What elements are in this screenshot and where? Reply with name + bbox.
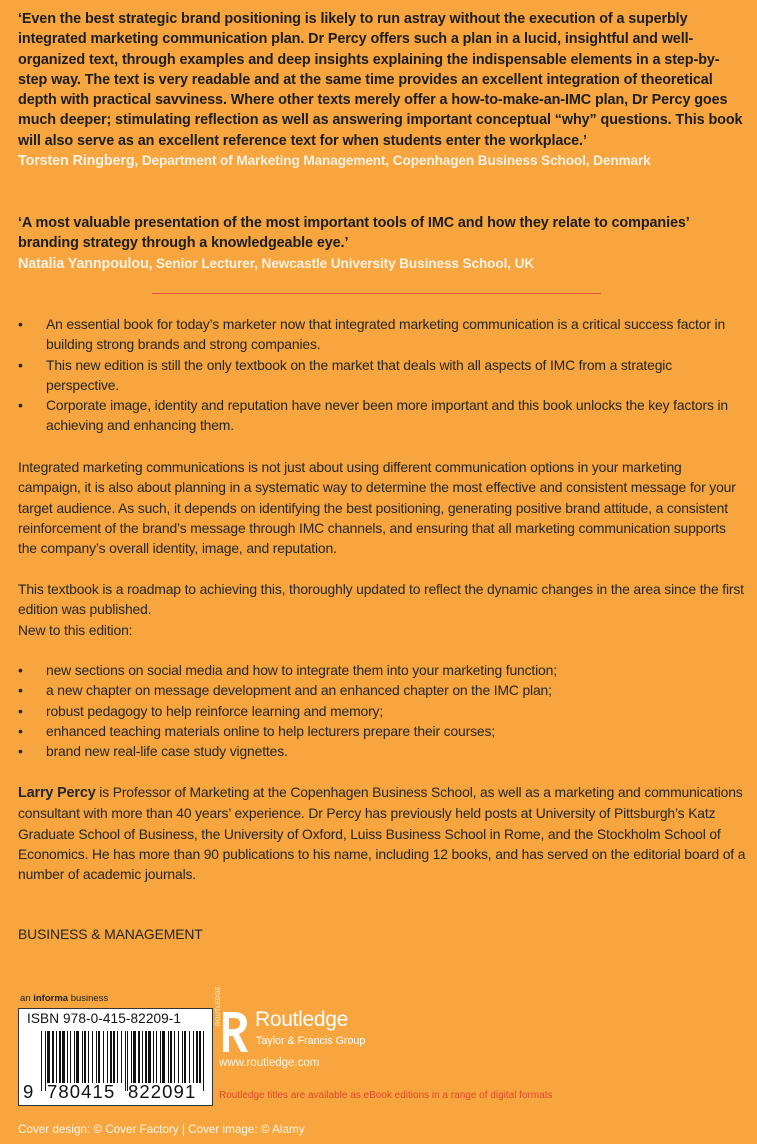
divider-rule (152, 293, 601, 294)
barcode-bar (125, 1031, 126, 1091)
barcode-bar (41, 1031, 42, 1091)
review-quote-1 (18, 9, 743, 171)
barcode-bar (96, 1031, 97, 1083)
informa-brand: informa (33, 993, 69, 1004)
feature-item (18, 660, 743, 680)
feature-text: robust pedagogy to help reinforce learning and memory; (46, 702, 384, 719)
barcode-bar (82, 1031, 83, 1083)
review-quote-2-author: Natalia Yannpoulou (18, 255, 149, 272)
key-point-text: Corporate image, identity and reputation have never been more important and this book unlocks the key factors in achieving and enhancing them. (46, 397, 728, 434)
informa-suffix: business (68, 993, 109, 1004)
bullet-icon: • (18, 702, 23, 719)
barcode-bar (138, 1031, 140, 1083)
barcode-bar (76, 1031, 79, 1083)
barcode-bar (98, 1031, 100, 1083)
intro-paragraph: Integrated marketing communications is not just about using different communication options in your marketing campaign, it is also about planning in a systematic way to determine the most effective and consistent message for your target audience. As such, it depends on identifying the best positioning, generating positive brand attitude, a consistent reinforcement of the brand’s message through IMC channels, and ensuring that all marketing communication supports the company’s overall identity, image, and reputation. (18, 459, 736, 557)
bullet-icon: • (18, 682, 23, 699)
barcode-bar (160, 1031, 161, 1083)
feature-text: enhanced teaching materials online to help lecturers prepare their courses; (46, 722, 495, 739)
barcode-bar (203, 1031, 204, 1091)
bullet-icon: • (18, 397, 23, 414)
feature-item (18, 721, 743, 741)
review-quote-1-text: ‘Even the best strategic brand positioning is likely to run astray without the execution of a superbly integrated marketing communication plan. Dr Percy offers such a plan in a lucid, insightful and well-organized text, through examples and deep insights explaining the indispensable elements in a step-by-step way. The text is very readable and at the same time provides an excellent integration of theoretical depth with practical savviness. Where other texts merely offer a how-to-make-an-IMC plan, Dr Percy goes much deeper; stimulating reflection as well as answering important conceptual “why” questions. This book will also serve as an excellent reference text for when students enter the workplace.’ (18, 11, 743, 149)
barcode-bars (41, 1031, 207, 1083)
review-quote-1-attribution (18, 153, 651, 168)
isbn-barcode (18, 1008, 213, 1106)
barcode-bar (47, 1031, 50, 1083)
review-quote-2 (18, 213, 743, 274)
barcode-lead-digit: 9 (23, 1081, 35, 1102)
key-point-text: This new edition is still the only textbook on the market that deals with all aspects of IMC from a strategic perspective. (46, 356, 672, 393)
barcode-bar (170, 1031, 172, 1083)
feature-item (18, 741, 743, 761)
key-point-item (18, 395, 743, 436)
barcode-group-2: 822091 (128, 1081, 197, 1102)
barcode-bar (178, 1031, 179, 1083)
author-bio-text: is Professor of Marketing at the Copenhagen Business School, as well as a marketing and communications consultant with more than 40 years’ experience. Dr Percy has previously held posts at University of Pittsburgh’s Katz Graduate School of Business, the University of Oxford, Luiss Business School in Rome, and the Stockholm School of Economics. He has more than 90 publications to his name, including 12 books, and has served on the editorial board of a number of academic journals. (18, 784, 746, 883)
barcode-bar (145, 1031, 147, 1083)
bullet-icon: • (18, 662, 23, 678)
roadmap-paragraph (18, 579, 746, 640)
publisher-logo (216, 985, 399, 1058)
barcode-bar (156, 1031, 157, 1083)
barcode-bar (52, 1031, 54, 1083)
barcode-bar (162, 1031, 165, 1083)
barcode-bar (45, 1031, 46, 1091)
publisher-url: www.routledge.com (219, 1057, 320, 1069)
barcode-group-1: 780415 (47, 1081, 116, 1102)
review-quote-1-affiliation: , Department of Marketing Management, Copenhagen Business School, Denmark (134, 153, 651, 169)
new-edition-heading: New to this edition: (18, 621, 133, 638)
author-name: Larry Percy (18, 785, 96, 801)
review-quote-1-author: Torsten Ringberg (18, 153, 135, 170)
publisher-name: Routledge (255, 1008, 349, 1031)
barcode-bar (168, 1031, 169, 1083)
barcode-bar (113, 1031, 115, 1083)
cover-credits: Cover design: © Cover Factory | Cover image: © Alamy (18, 1123, 305, 1136)
informa-prefix: an (20, 993, 34, 1004)
barcode-bar (148, 1031, 151, 1083)
barcode-bar (74, 1031, 75, 1083)
routledge-r-icon (219, 1010, 249, 1054)
bullet-icon: • (18, 356, 23, 373)
barcode-bar (70, 1031, 71, 1083)
new-features-list (18, 660, 743, 761)
review-quote-2-text: ‘A most valuable presentation of the most important tools of IMC and how they relate to companies’ branding strategy through a knowledgeable eye.’ (18, 215, 689, 252)
publisher-vertical-word: ROUTLEDGE (216, 985, 222, 1026)
feature-text: new sections on social media and how to integrate them into your marketing function; (46, 662, 557, 678)
barcode-bar (199, 1031, 201, 1083)
barcode-bar (84, 1031, 86, 1083)
barcode-bar (189, 1031, 190, 1083)
feature-item (18, 680, 743, 700)
barcode-bar (67, 1031, 68, 1083)
feature-item (18, 701, 743, 721)
barcode-bar (196, 1031, 198, 1083)
feature-text: a new chapter on message development and an enhanced chapter on the IMC plan; (46, 682, 552, 699)
barcode-bar (121, 1031, 122, 1083)
review-quote-2-affiliation: , Senior Lecturer, Newcastle University Business School, UK (148, 255, 535, 271)
key-point-item (18, 314, 743, 355)
ebook-note: Routledge titles are available as eBook editions in a range of digital formats (219, 1090, 553, 1101)
barcode-bar (153, 1031, 154, 1083)
key-points-list (18, 314, 743, 436)
informa-tagline (20, 993, 108, 1004)
key-point-item (18, 355, 743, 396)
bullet-icon: • (18, 743, 23, 760)
isbn-label: ISBN 978-0-415-82209-1 (27, 1011, 182, 1026)
barcode-bar (193, 1031, 194, 1083)
bullet-icon: • (18, 316, 23, 332)
barcode-bar (184, 1031, 186, 1083)
barcode-bar (59, 1031, 61, 1083)
barcode-bar (131, 1031, 132, 1083)
barcode-bar (117, 1031, 118, 1083)
roadmap-text: This textbook is a roadmap to achieving this, thoroughly updated to reflect the dynamic changes in the area since the first edition was published. (18, 581, 744, 618)
barcode-bar (174, 1031, 175, 1083)
bullet-icon: • (18, 722, 23, 739)
publisher-group: Taylor & Francis Group (256, 1035, 366, 1047)
barcode-bar (107, 1031, 108, 1083)
key-point-text: An essential book for today’s marketer now that integrated marketing communication is a critical success factor in building strong brands and strong companies. (46, 316, 726, 353)
barcode-bar (88, 1031, 89, 1083)
barcode-bar (62, 1031, 65, 1083)
feature-text: brand new real-life case study vignettes. (46, 743, 288, 760)
barcode-bar (110, 1031, 112, 1083)
subject-category: BUSINESS & MANAGEMENT (18, 926, 203, 942)
barcode-bar (103, 1031, 104, 1083)
barcode-bar (182, 1031, 183, 1083)
barcode-bar (142, 1031, 143, 1083)
author-bio (18, 782, 746, 884)
barcode-bar (56, 1031, 57, 1083)
barcode-bar (133, 1031, 136, 1083)
review-quote-2-attribution (18, 256, 534, 271)
barcode-bar (92, 1031, 93, 1083)
